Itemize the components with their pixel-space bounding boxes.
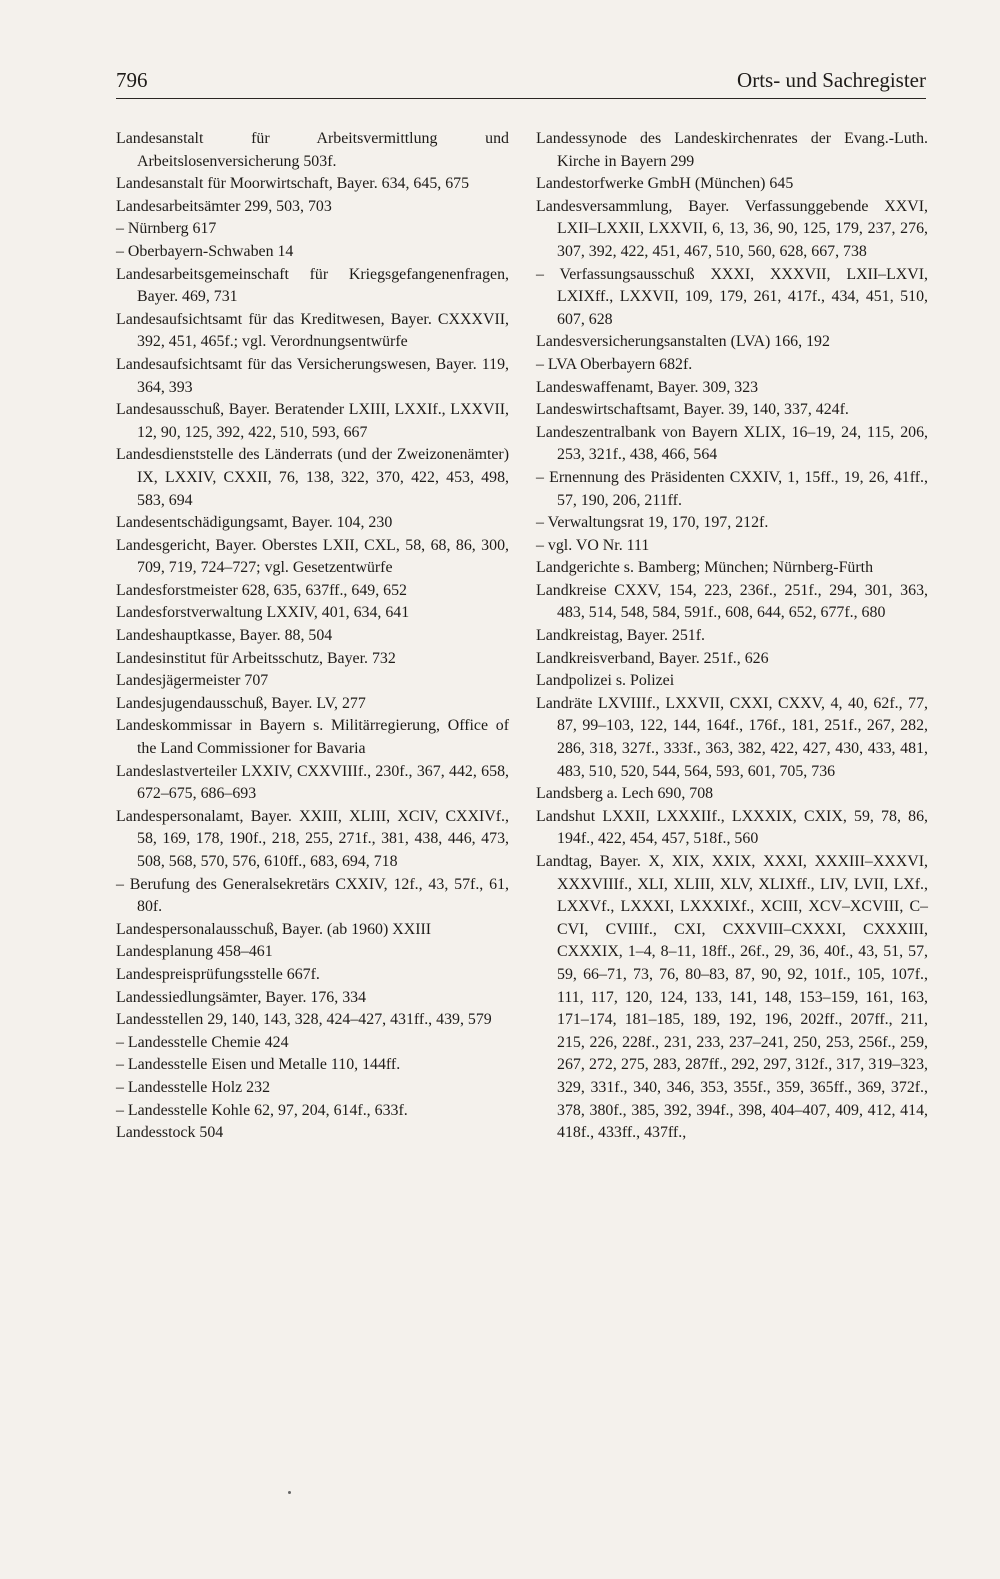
index-entry: Landessynode des Landeskirchenrates der Evang.-Luth. Kirche in Bayern 299 bbox=[536, 130, 928, 170]
index-entry: Landeswirtschaftsamt, Bayer. 39, 140, 337, 424f. bbox=[536, 401, 849, 419]
index-subentry: – vgl. VO Nr. 111 bbox=[536, 536, 650, 554]
index-entry: Landesausschuß, Bayer. Beratender LXIII, LXXIf., LXXVII, 12, 90, 125, 392, 422, 510, 593, 667 bbox=[116, 401, 509, 441]
index-entry: Landesarbeitsgemeinschaft für Kriegsgefangenenfragen, Bayer. 469, 731 bbox=[116, 265, 509, 306]
index-entry: Landshut LXXII, LXXXIIf., LXXXIX, CXIX, 59, 78, 86, 194f., 422, 454, 457, 518f., 560 bbox=[536, 807, 928, 848]
index-column-right bbox=[536, 128, 928, 1145]
index-entry: Landessiedlungsämter, Bayer. 176, 334 bbox=[116, 988, 367, 1006]
index-entry: Landesdienststelle des Länderrats (und der Zweizonenämter) IX, LXXIV, CXXII, 76, 138, 322, 370, 422, 453, 498, 583, 694 bbox=[116, 446, 509, 509]
index-entry: Landräte LXVIIIf., LXXVII, CXXI, CXXV, 4, 40, 62f., 77, 87, 99–103, 122, 144, 164f., 176f., 181, 251f., 267, 282, 286, 318, 327f., 333f., 363, 382, 422, 427, 430, 433, 481, 483, 510, 520, 544, 564, 593, 601, 705, 736 bbox=[536, 694, 928, 780]
index-entry: Landeskommissar in Bayern s. Militärregierung, Office of the Land Commissioner for Bavaria bbox=[116, 717, 509, 758]
index-entry: Landespersonalamt, Bayer. XXIII, XLIII, XCIV, CXXIVf., 58, 169, 178, 190f., 218, 255, 271f., 381, 438, 446, 473, 508, 568, 570, 576, 610ff., 683, 694, 718 bbox=[116, 807, 509, 870]
index-subentry: – Oberbayern-Schwaben 14 bbox=[116, 242, 294, 260]
page-speck bbox=[288, 1491, 291, 1494]
index-entry: Landesforstverwaltung LXXIV, 401, 634, 641 bbox=[116, 604, 410, 622]
index-entry: Landpolizei s. Polizei bbox=[536, 672, 675, 690]
index-entry: Landsberg a. Lech 690, 708 bbox=[536, 785, 714, 803]
index-entry: Landeszentralbank von Bayern XLIX, 16–19, 24, 115, 206, 253, 321f., 438, 466, 564 bbox=[536, 423, 928, 464]
index-entry: Landesgericht, Bayer. Oberstes LXII, CXL, 58, 68, 86, 300, 709, 719, 724–727; vgl. Gesetzentwürfe bbox=[116, 536, 509, 577]
running-head: Orts- und Sachregister bbox=[737, 68, 926, 92]
index-subentry: – Nürnberg 617 bbox=[116, 220, 217, 238]
index-entry: Landesstellen 29, 140, 143, 328, 424–427, 431ff., 439, 579 bbox=[116, 1011, 492, 1029]
index-entry: Landesstock 504 bbox=[116, 1124, 224, 1142]
index-entry: Landespreisprüfungsstelle 667f. bbox=[116, 965, 320, 983]
index-entry: Landesplanung 458–461 bbox=[116, 943, 273, 961]
index-entry: Landestorfwerke GmbH (München) 645 bbox=[536, 175, 794, 193]
index-entry: Landesarbeitsämter 299, 503, 703 bbox=[116, 197, 332, 215]
index-entry: Landeslastverteiler LXXIV, CXXVIIIf., 230f., 367, 442, 658, 672–675, 686–693 bbox=[116, 762, 509, 803]
page-number: 796 bbox=[116, 68, 148, 92]
index-entry: Landesanstalt für Moorwirtschaft, Bayer. 634, 645, 675 bbox=[116, 175, 470, 193]
index-subentry: – Berufung des Generalsekretärs CXXIV, 12f., 43, 57f., 61, 80f. bbox=[116, 875, 509, 916]
index-entry: Landesjägermeister 707 bbox=[116, 672, 269, 690]
index-subentry: – Verwaltungsrat 19, 170, 197, 212f. bbox=[536, 514, 769, 532]
index-subentry: – Landesstelle Kohle 62, 97, 204, 614f., 633f. bbox=[116, 1101, 408, 1119]
index-entry: Landtag, Bayer. X, XIX, XXIX, XXXI, XXXIII–XXXVI, XXXVIIIf., XLI, XLIII, XLV, XLIXff., LIV, LVII, LXf., LXXVf., LXXXI, LXXXIXf., XCIII, XCV–XCVIII, C–CVI, CVIIIf., CXI, CXXVIII–CXXXI, CXXXIII, CXXXIX, 1–4, 8–11, 18ff., 26f., 29, 36, 40f., 43, 51, 57, 59, 66–71, 73, 76, 80–83, 87, 90, 92, 101f., 105, 107f., 111, 117, 120, 124, 133, 141, 148, 153–159, 161, 163, 171–174, 181–185, 189, 192, 196, 202ff., 207ff., 211, 215, 226, 228f., 231, 233, 237–241, 250, 253, 256f., 259, 267, 272, 275, 283, 287ff., 292, 297, 312f., 317, 319–323, 329, 331f., 340, 346, 353, 355f., 359, 365ff., 369, 372f., 378, 380f., 385, 392, 394f., 398, 404–407, 409, 412, 414, 418f., 433ff., 437ff., bbox=[536, 853, 928, 1142]
index-subentry: – Ernennung des Präsidenten CXXIV, 1, 15ff., 19, 26, 41ff., 57, 190, 206, 211ff. bbox=[536, 468, 928, 509]
index-entry: Landesaufsichtsamt für das Kreditwesen, Bayer. CXXXVII, 392, 451, 465f.; vgl. Verordnungsentwürfe bbox=[116, 310, 509, 351]
index-entry: Landkreisverband, Bayer. 251f., 626 bbox=[536, 649, 769, 667]
index-entry: Landkreistag, Bayer. 251f. bbox=[536, 627, 706, 645]
index-entry: Landesjugendausschuß, Bayer. LV, 277 bbox=[116, 694, 366, 712]
index-subentry: – Landesstelle Eisen und Metalle 110, 144ff. bbox=[116, 1056, 401, 1074]
index-entry: Landesversammlung, Bayer. Verfassunggebende XXVI, LXII–LXXII, LXXVII, 6, 13, 36, 90, 125, 179, 237, 276, 307, 392, 422, 451, 467, 510, 560, 628, 667, 738 bbox=[536, 197, 928, 260]
index-subentry: – Landesstelle Holz 232 bbox=[116, 1078, 271, 1096]
index-entry: Landeshauptkasse, Bayer. 88, 504 bbox=[116, 627, 333, 645]
index-subentry: – Landesstelle Chemie 424 bbox=[116, 1033, 289, 1051]
page-header bbox=[116, 68, 926, 99]
index-subentry: – Verfassungsausschuß XXXI, XXXVII, LXII–LXVI, LXIXff., LXXVII, 109, 179, 261, 417f., 434, 451, 510, 607, 628 bbox=[536, 265, 928, 328]
index-entry: Landesaufsichtsamt für das Versicherungswesen, Bayer. 119, 364, 393 bbox=[116, 355, 509, 396]
index-entry: Landesforstmeister 628, 635, 637ff., 649, 652 bbox=[116, 581, 407, 599]
index-column-left bbox=[116, 128, 509, 1145]
index-entry: Landesinstitut für Arbeitsschutz, Bayer. 732 bbox=[116, 649, 396, 667]
index-entry: Landesversicherungsanstalten (LVA) 166, 192 bbox=[536, 333, 830, 351]
index-entry: Landesanstalt für Arbeitsvermittlung und Arbeitslosenversicherung 503f. bbox=[116, 130, 509, 170]
index-entry: Landesentschädigungsamt, Bayer. 104, 230 bbox=[116, 514, 393, 532]
index-entry: Landgerichte s. Bamberg; München; Nürnberg-Fürth bbox=[536, 559, 874, 577]
index-entry: Landkreise CXXV, 154, 223, 236f., 251f., 294, 301, 363, 483, 514, 548, 584, 591f., 608, 644, 652, 677f., 680 bbox=[536, 581, 928, 622]
index-subentry: – LVA Oberbayern 682f. bbox=[536, 355, 693, 373]
index-entry: Landeswaffenamt, Bayer. 309, 323 bbox=[536, 378, 759, 396]
index-entry: Landespersonalausschuß, Bayer. (ab 1960) XXIII bbox=[116, 920, 432, 938]
